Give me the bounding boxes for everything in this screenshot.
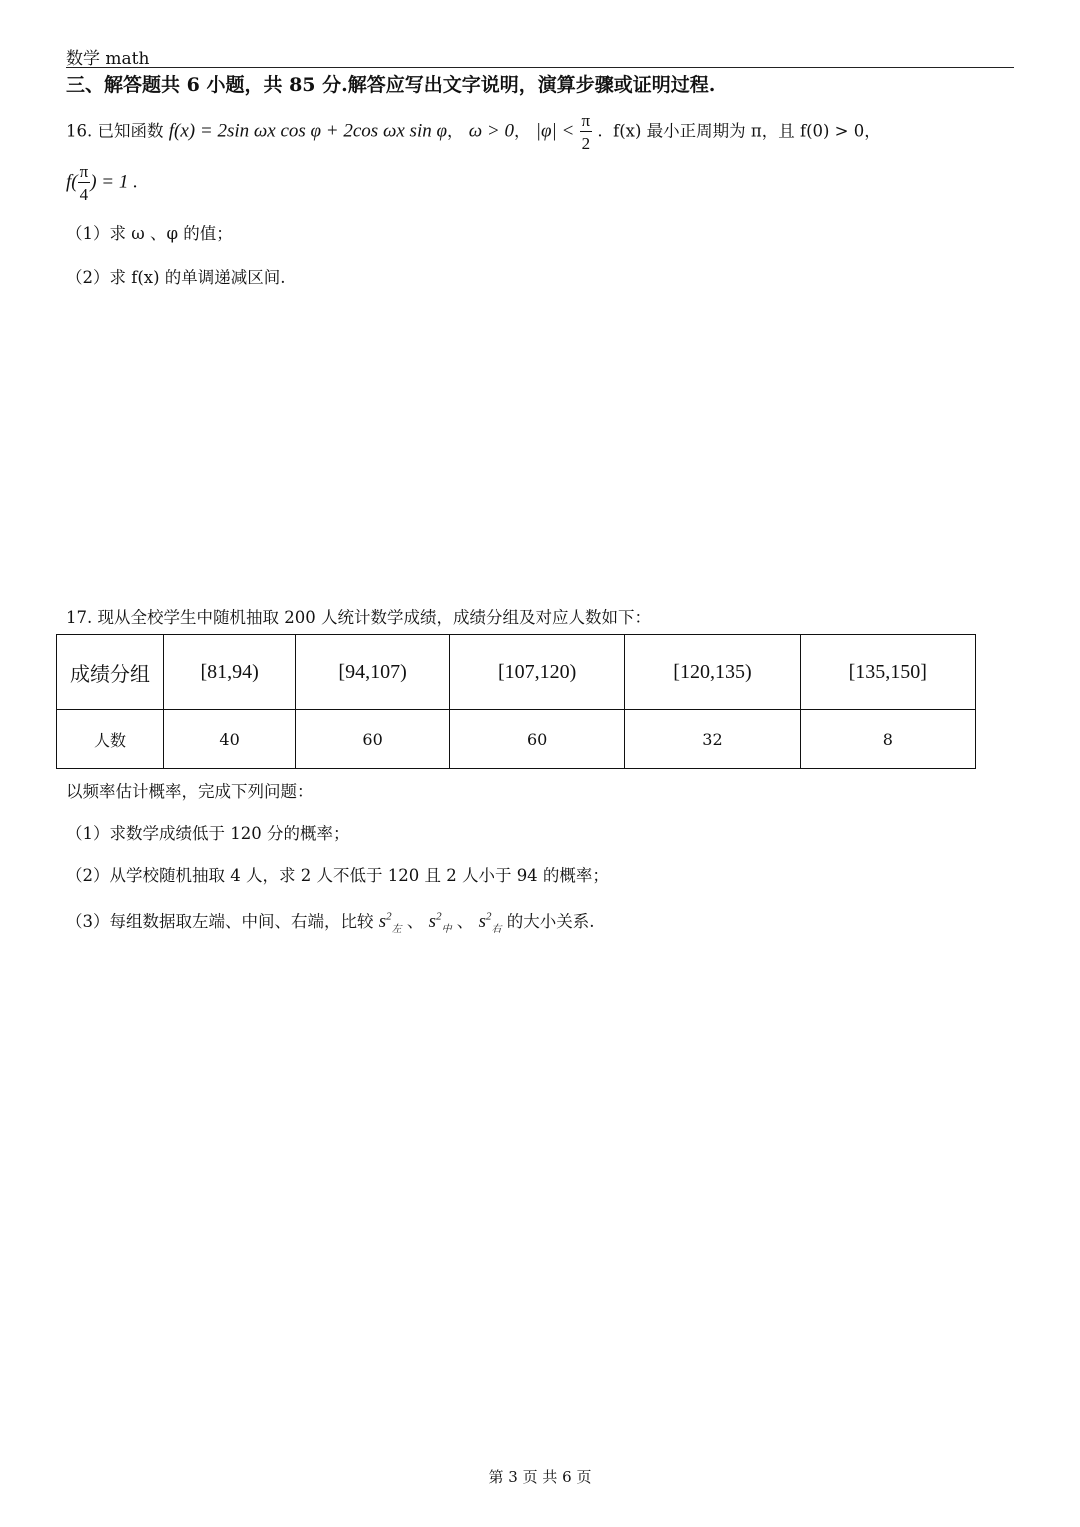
q16-cond2: |φ| < xyxy=(535,120,575,142)
count-cell: 60 xyxy=(449,710,624,769)
q17-part1: （1）求数学成绩低于 120 分的概率； xyxy=(66,824,350,843)
s-left-var: $s^2_左$ xyxy=(378,910,402,935)
header-label: 数学 math xyxy=(66,49,150,69)
row-header-counts: 人数 xyxy=(57,710,164,769)
table-row-groups xyxy=(57,635,976,710)
page-footer: 第 3 页 共 6 页 xyxy=(488,1468,592,1486)
row-header-groups: 成绩分组 xyxy=(57,635,164,710)
q17-part3: （3）每组数据取左端、中间、右端，比较 $s^2_左$ 、 $s^2_中$ 、 $s^2_右$ 的大小关系. xyxy=(66,910,595,935)
score-table xyxy=(56,634,976,769)
q16-line2-f: f( xyxy=(66,171,78,193)
q16-part1: （1）求 ω 、φ 的值； xyxy=(66,224,233,243)
count-cell: 8 xyxy=(800,710,975,769)
q16-cond1: ω > 0 xyxy=(468,120,514,142)
q16-line2-tail: ) = 1 . xyxy=(90,171,138,193)
q16-part2: （2）求 f(x) 的单调递减区间. xyxy=(66,268,286,287)
q16-frac2-den: 4 xyxy=(79,185,89,204)
count-cell: 40 xyxy=(164,710,296,769)
count-cell: 32 xyxy=(625,710,800,769)
group-cell: [81,94) xyxy=(164,635,296,710)
group-cell: [94,107) xyxy=(296,635,450,710)
q17-part2: （2）从学校随机抽取 4 人，求 2 人不低于 120 且 2 人小于 94 的概率； xyxy=(66,866,609,885)
section-title: 三、解答题共 6 小题，共 85 分.解答应写出文字说明，演算步骤或证明过程. xyxy=(66,74,716,96)
q17-after: 以频率估计概率，完成下列问题： xyxy=(66,782,314,801)
table-row-counts xyxy=(57,710,976,769)
s-right-var: $s^2_右$ xyxy=(478,910,502,935)
header-rule xyxy=(66,67,1014,68)
q16-frac-num: π xyxy=(581,111,591,130)
q16-line2 xyxy=(66,163,138,203)
group-cell: [107,120) xyxy=(449,635,624,710)
q16-pi-over-4 xyxy=(78,163,91,203)
q16-frac-den: 2 xyxy=(581,134,591,153)
count-cell: 60 xyxy=(296,710,450,769)
q16-frac2-num: π xyxy=(79,162,89,181)
q16-line1: 16. 已知函数 f(x) = 2sin ωx cos φ + 2cos ωx sin φ， ω > 0， |φ| < $\frac{\pi}{2}$ . f(x) 最小正周期为 π，且 f(0) > 0， xyxy=(66,111,881,153)
q16-number: 16. xyxy=(66,121,93,141)
s-mid-var: $s^2_中$ xyxy=(428,910,452,935)
q17-part3-pre: （3）每组数据取左端、中间、右端，比较 xyxy=(66,912,374,931)
group-cell: [135,150] xyxy=(800,635,975,710)
group-cell: [120,135) xyxy=(625,635,800,710)
q16-formula: f(x) = 2sin ωx cos φ + 2cos ωx sin φ xyxy=(168,120,447,142)
q17-part3-post: 的大小关系. xyxy=(506,912,595,931)
q16-pi-over-2 xyxy=(580,112,593,152)
q16-period-text: f(x) 最小正周期为 π，且 f(0) > 0， xyxy=(613,121,881,141)
q16-lead: 已知函数 xyxy=(97,121,164,141)
q17-intro: 17. 现从全校学生中随机抽取 200 人统计数学成绩，成绩分组及对应人数如下： xyxy=(66,608,651,627)
